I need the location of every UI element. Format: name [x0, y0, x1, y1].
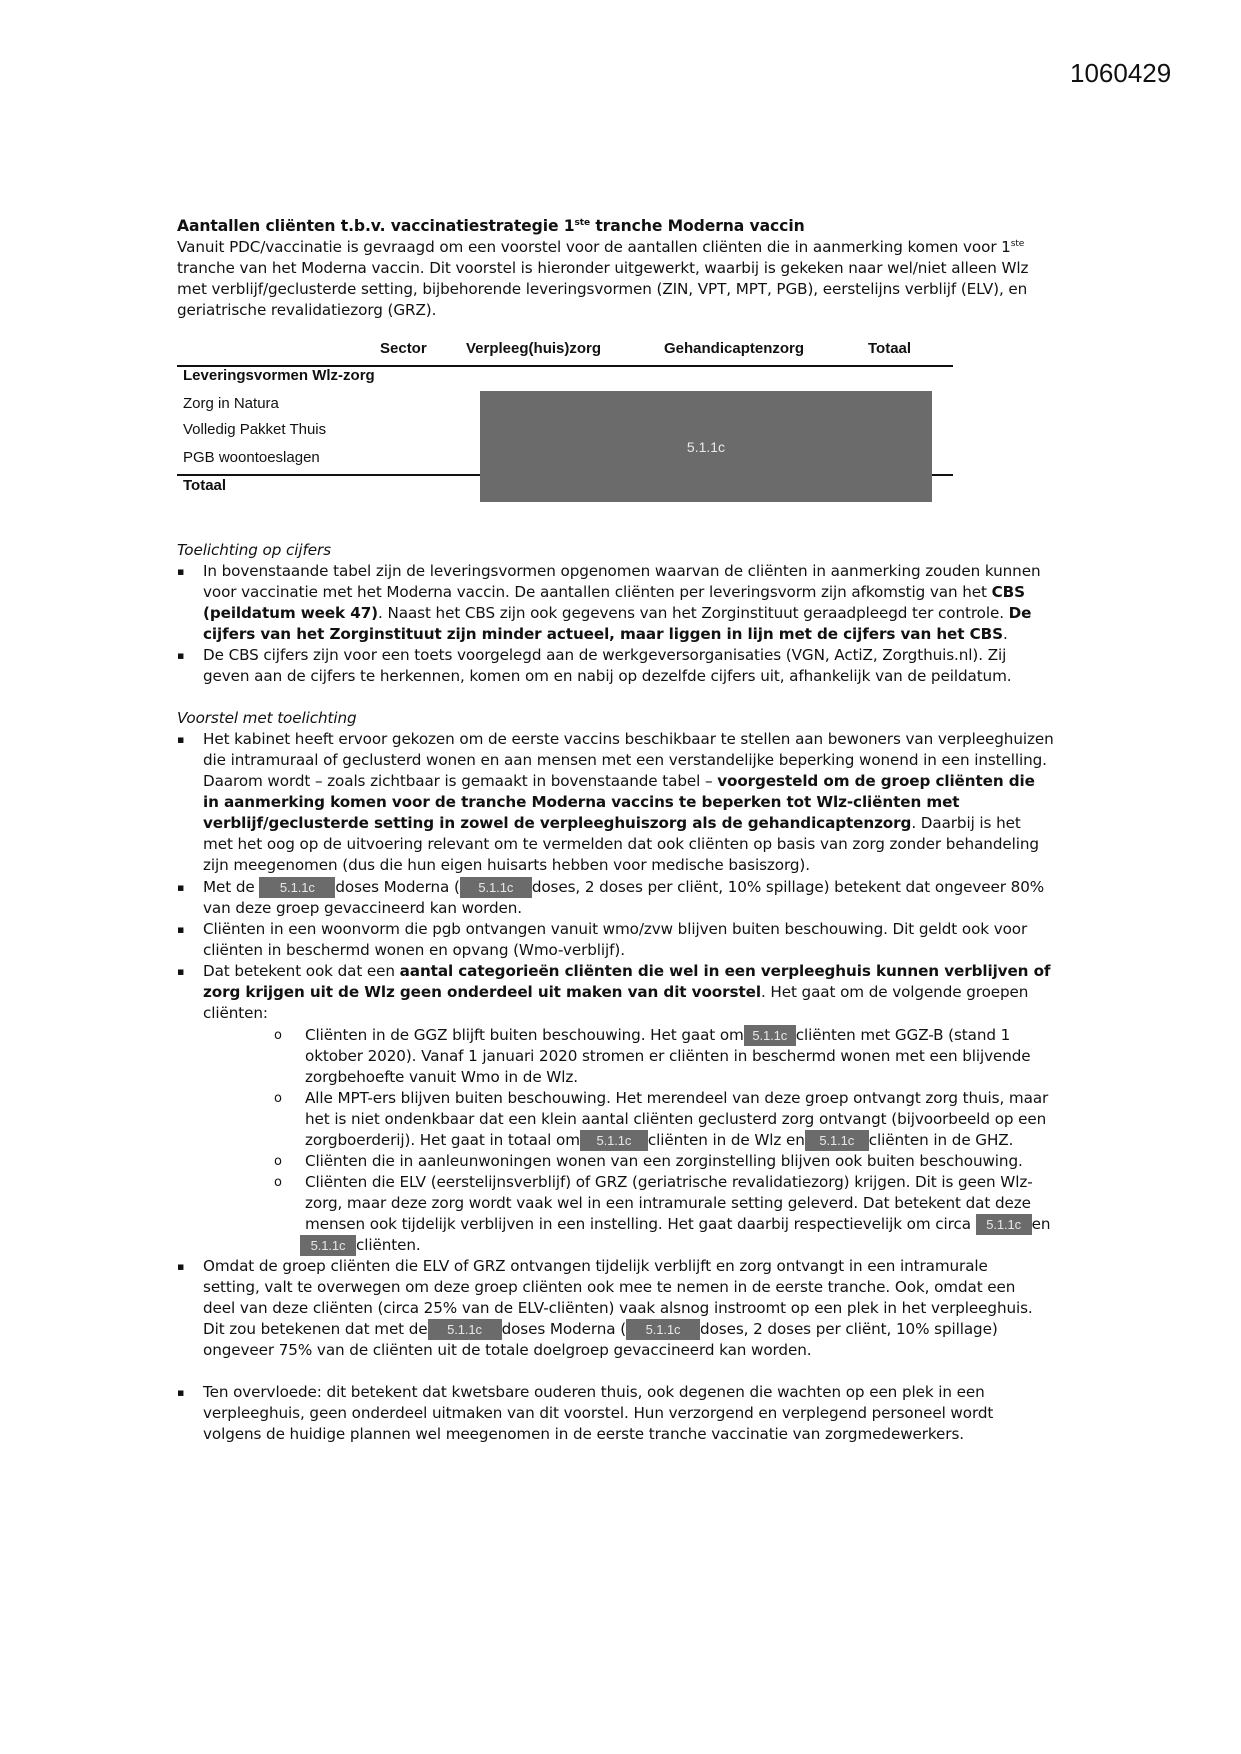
table-redaction-block: 5.1.1c [480, 391, 932, 502]
table-row: PGB woontoeslagen [183, 449, 320, 466]
sub-bullet-icon: o [274, 1091, 282, 1106]
header-totaal: Totaal [868, 340, 912, 357]
header-sector: Sector [380, 340, 427, 357]
bullet-icon: ▪ [177, 565, 185, 578]
header-verpleeghuiszorg: Verpleeg(huis)zorg [466, 340, 602, 357]
table-row: Volledig Pakket Thuis [183, 421, 327, 438]
table-section-label: Leveringsvormen Wlz-zorg [183, 367, 375, 384]
redaction-box: 5.1.1c [259, 877, 335, 898]
bullet-icon: ▪ [177, 1386, 185, 1399]
section-heading: Toelichting op cijfers [177, 541, 331, 559]
redaction-box: 5.1.1c [805, 1130, 869, 1151]
sub-bullet-icon: o [274, 1028, 282, 1043]
section-heading: Voorstel met toelichting [177, 709, 357, 727]
redaction-box: 5.1.1c [300, 1235, 356, 1256]
redaction-box: 5.1.1c [744, 1025, 796, 1046]
bullet-icon: ▪ [177, 881, 185, 894]
bullet-icon: ▪ [177, 649, 185, 662]
header-gehandicaptenzorg: Gehandicaptenzorg [664, 340, 805, 357]
redaction-box: 5.1.1c [580, 1130, 648, 1151]
table-total-label: Totaal [183, 477, 227, 494]
bullet-icon: ▪ [177, 965, 185, 978]
document-title: Aantallen cliënten t.b.v. vaccinatiestrategie 1ste tranche Moderna vaccin [177, 217, 805, 235]
document-id: 1060429 [1070, 58, 1172, 88]
sub-bullet-icon: o [274, 1154, 282, 1169]
sub-bullet-icon: o [274, 1175, 282, 1190]
redaction-box: 5.1.1c [626, 1319, 700, 1340]
bullet-icon: ▪ [177, 733, 185, 746]
redaction-box: 5.1.1c [428, 1319, 502, 1340]
bullet-icon: ▪ [177, 923, 185, 936]
redaction-box: 5.1.1c [460, 877, 532, 898]
bullet-icon: ▪ [177, 1260, 185, 1273]
table-row: Zorg in Natura [183, 395, 279, 412]
redaction-box: 5.1.1c [976, 1214, 1032, 1235]
